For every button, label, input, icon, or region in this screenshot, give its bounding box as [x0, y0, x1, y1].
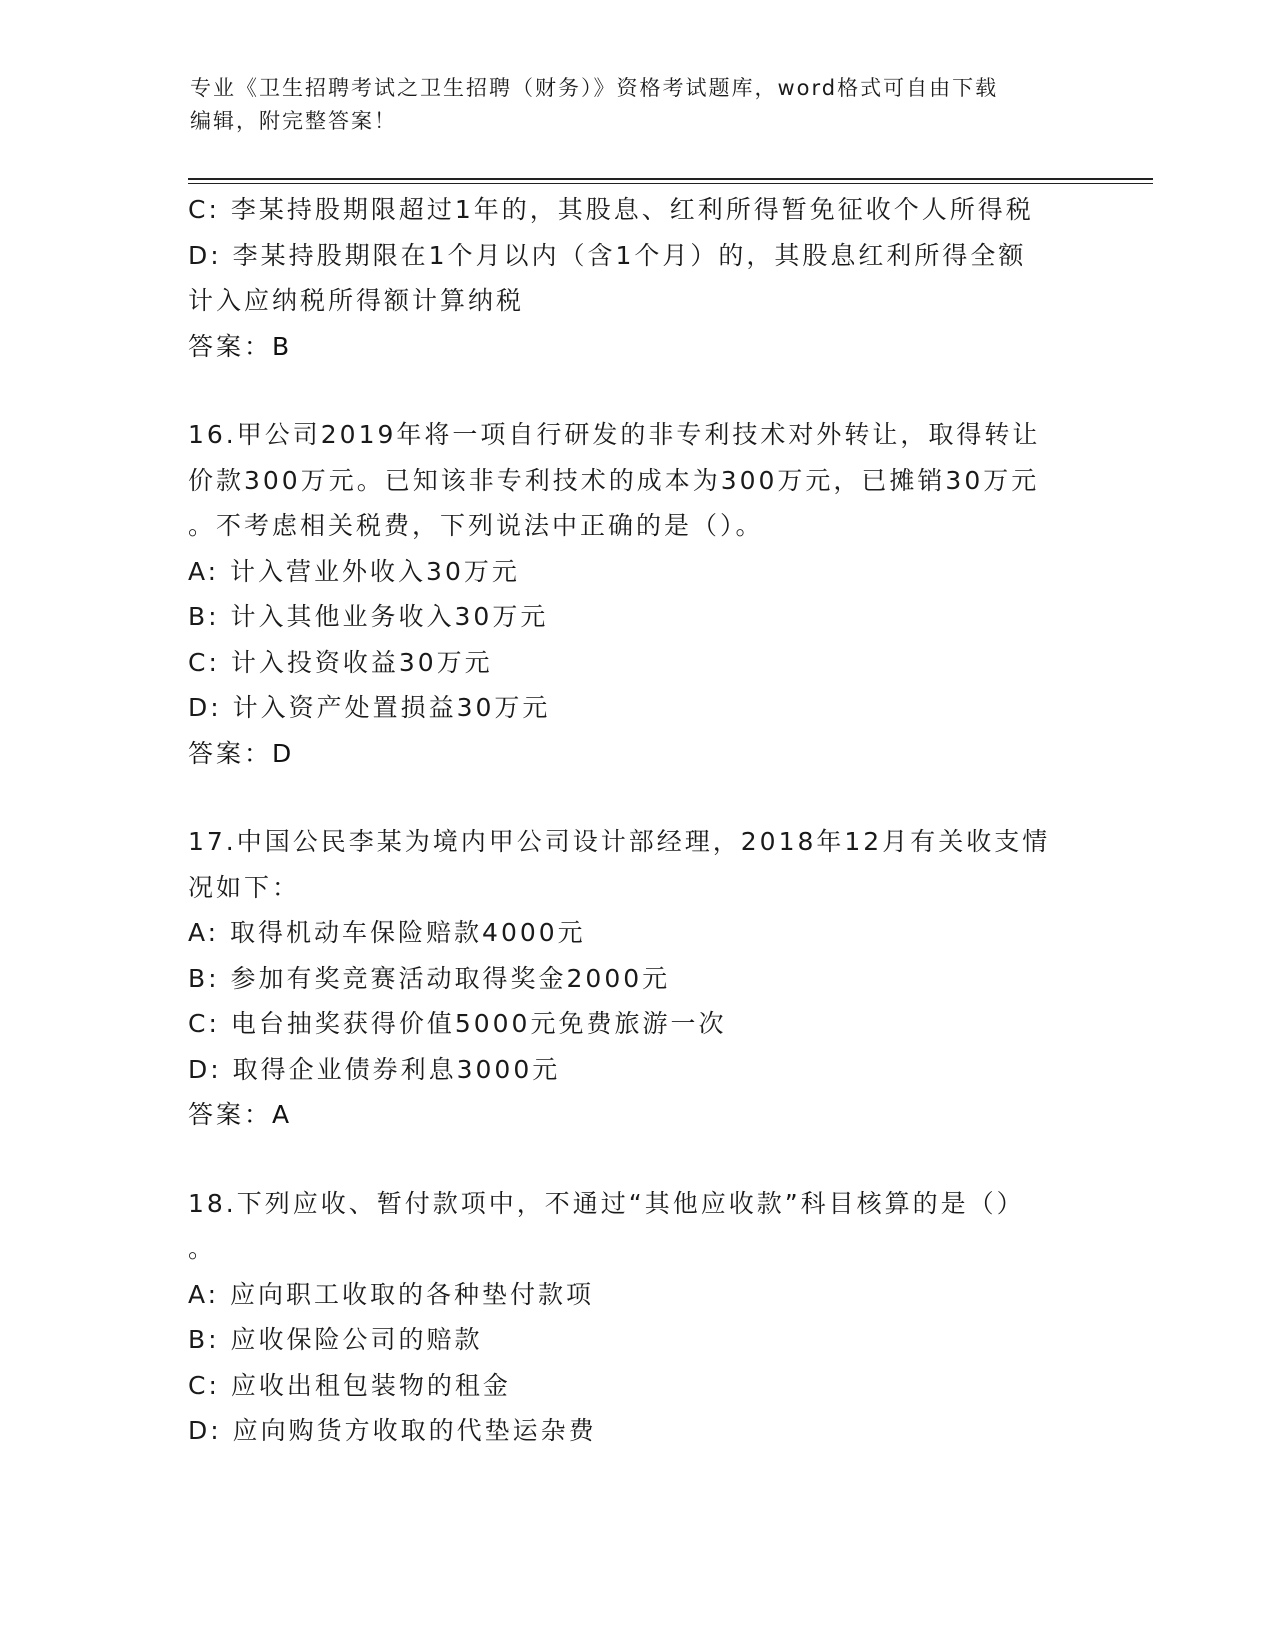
question-text-line: 18.下列应收、暂付款项中，不通过“其他应收款”科目核算的是（）: [188, 1188, 1025, 1218]
question-text-line: 16.甲公司2019年将一项自行研发的非专利技术对外转让，取得转让: [188, 420, 1041, 449]
header-divider-thin: [188, 183, 1153, 184]
option-line: C: 应收出租包装物的租金: [188, 1370, 511, 1400]
document-header: [190, 72, 1070, 138]
header-divider-thick: [188, 178, 1153, 180]
question-text-line: 17.中国公民李某为境内甲公司设计部经理，2018年12月有关收支情: [188, 827, 1051, 856]
answer-line: 答案：B: [188, 331, 293, 361]
option-line: D: 应向购货方收取的代垫运杂费: [188, 1416, 597, 1445]
block-spacer: [188, 369, 1088, 412]
question-text-line: 。: [188, 1234, 217, 1263]
option-line: D: 计入资产处置损益30万元: [188, 693, 551, 722]
question-text-line: 。不考虑相关税费，下列说法中正确的是（）。: [188, 511, 764, 540]
option-line: D: 取得企业债券利息3000元: [188, 1054, 561, 1084]
option-line: A: 应向职工收取的各种垫付款项: [188, 1279, 595, 1309]
question-block: [188, 1181, 1088, 1454]
option-line: C: 计入投资收益30万元: [188, 647, 493, 677]
option-line: C: 李某持股期限超过1年的，其股息、红利所得暂免征收个人所得税: [188, 195, 1034, 224]
question-content: [188, 187, 1088, 1454]
option-line: C: 电台抽奖获得价值5000元免费旅游一次: [188, 1009, 727, 1038]
question-block: [188, 412, 1088, 776]
block-spacer: [188, 1138, 1088, 1181]
block-spacer: [188, 776, 1088, 819]
option-line: A: 取得机动车保险赔款4000元: [188, 918, 586, 947]
answer-line: 答案：A: [188, 1100, 293, 1129]
header-line-2: 编辑，附完整答案！: [190, 109, 397, 133]
question-text-line: 况如下：: [188, 872, 301, 902]
question-text-line: 价款300万元。已知该非专利技术的成本为300万元，已摊销30万元: [188, 465, 1040, 495]
question-text-line: 计入应纳税所得额计算纳税: [188, 286, 525, 315]
option-line: B: 参加有奖竞赛活动取得奖金2000元: [188, 963, 671, 993]
option-line: B: 应收保险公司的赔款: [188, 1325, 483, 1354]
option-line: D: 李某持股期限在1个月以内（含1个月）的，其股息红利所得全额: [188, 240, 1027, 270]
option-line: B: 计入其他业务收入30万元: [188, 602, 549, 631]
option-line: A: 计入营业外收入30万元: [188, 556, 520, 586]
question-block: [188, 187, 1088, 369]
answer-line: 答案：D: [188, 738, 295, 768]
header-line-1: 专业《卫生招聘考试之卫生招聘（财务）》资格考试题库，word格式可自由下载: [190, 76, 999, 100]
question-block: [188, 819, 1088, 1138]
